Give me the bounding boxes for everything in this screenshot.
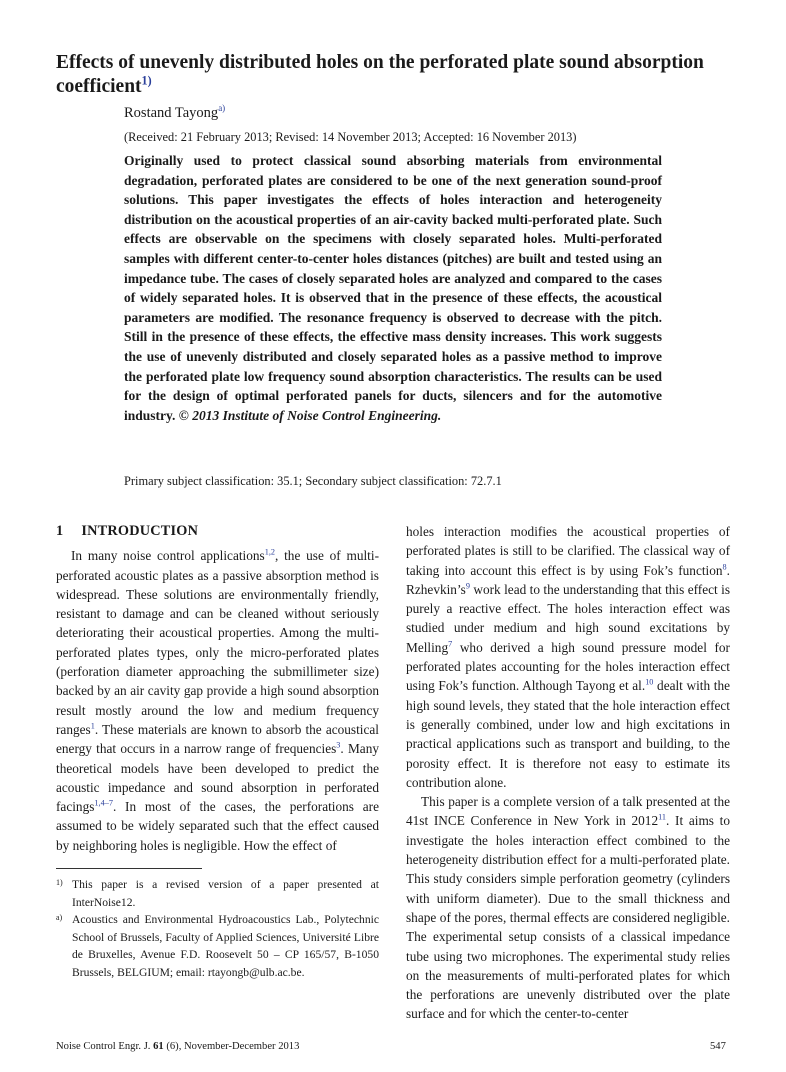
journal-footer [56,1041,299,1052]
footnote [56,876,379,911]
journal-name: Noise Control Engr. J. [56,1041,154,1052]
abstract [124,151,662,425]
journal-issue: (6), November-December 2013 [163,1041,300,1052]
citation-link[interactable]: 1 [90,721,95,731]
footnote-mark: 1) [56,878,63,887]
footnote [56,911,379,981]
section-title: INTRODUCTION [81,523,199,539]
citation-link[interactable]: 11 [658,813,667,823]
received-dates: (Received: 21 February 2013; Revised: 14 November 2013; Accepted: 16 November 2013) [124,130,577,144]
journal-volume: 61 [153,1041,164,1052]
citation-link[interactable]: 1,4–7 [94,798,113,808]
citation-link[interactable]: 9 [465,581,470,591]
citation-link[interactable]: 3 [336,740,341,750]
abstract-text: Originally used to protect classical sound absorbing materials from environmental degradation, perforated plates are considered to be one of the next generation sound-proof solutions. This paper investigates the effects of holes interaction and heterogeneity distribution on the acoustical properties of an air-cavity backed multi-perforated plate. Such effects are observable on the specimens with closely separated holes. Multi-perforated samples with different center-to-center holes distances (pitches) are built and tested using an impedance tube. The cases of closely separated holes are analyzed and compared to the cases of widely separated holes. It is observed that in the presence of these effects, the acoustical parameters are modified. The resonance frequency is observed to decrease with the pitch. Still in the presence of these effects, the effective mass density increases. This work suggests the use of unevenly distributed and closely separated holes as a passive method to improve the perforated plate low frequency sound absorption characteristics. The results can be used for the design of optimal perforated panels for ducts, silencers and for the automotive industry. [124,153,662,423]
citation-link[interactable]: 7 [448,639,453,649]
author-name: Rostand Tayong [124,105,219,121]
citation-link[interactable]: 8 [722,562,727,572]
paper-title-text: Effects of unevenly distributed holes on the perforated plate sound absorption coefficient [56,52,704,97]
intro-paragraph-1: In many noise control applications$^{1,2}$, the use of multi-perforated acoustic plates as a passive absorption method is widespread. These solutions are environmentally friendly, resistant to damage and can be cleaned without seriously deteriorating their acoustical properties. Among the multi-perforated plates types, only the micro-perforated plates (perforation diameter approaching the submillimeter size) backed by an air cavity gap provide a high sound absorption result mostly around the low and medium frequency ranges$^1$. These materials are known to absorb the acoustical energy that occurs in a narrow range of frequencies$^3$. Many theoretical models have been developed to predict the acoustic impedance and sound absorption in perforated facings$^{1,4-7}$. In most of the cases, the perforations are assumed to be widely separated such that the effect caused by neighboring holes is negligible. How the effect of [56,547,379,853]
page-number: 547 [710,1041,726,1052]
footnote-text: Acoustics and Environmental Hydroacoustics Lab., Polytechnic School of Brussels, Faculty of Applied Sciences, Université Libre de Bruxelles, Avenue F.D. Roosevelt 50 – CP 165/57, B-1050 Brussels, BELGIUM; email: rtayongb@ulb.ac.be. [72,913,379,979]
footnote-text: This paper is a revised version of a paper presented at InterNoise12. [72,878,379,909]
subject-classification: Primary subject classification: 35.1; Secondary subject classification: 72.7.1 [124,474,502,488]
footnotes [56,876,379,981]
intro-paragraph-1-continued: holes interaction modifies the acoustical properties of perforated plates is still to be clarified. The classical way of taking into account this effect is by using Fok’s function$^8$. $Rzhevkin’s^9$ work lead to the understanding that this effect is purely a reactive effect. The holes interaction effect was studied under medium and high sound excitations by Melling$^7$ who derived a high sound pressure model for perforated plates accounting for the holes interaction effect using Fok’s function. Although Tayong et al.$^{10}$ dealt with the high sound levels, they stated that the hole interaction effect is generally combined, under low and high excitations in practical applications such as transport and building, to the porosity effect. It is therefore not easy to estimate its contribution alone. [406,524,730,790]
author-line [124,105,225,122]
footnote-mark: a) [56,913,63,922]
intro-paragraph-2: This paper is a complete version of a talk presented at the 41st INCE Conference in New York in 2012$^{11}$. It aims to investigate the holes interaction effect combined to the heterogeneity distribution effect for a multi-perforated plate. This study considers simple perforation geometry (cylinders with uniform diameter). Due to the small thickness and shape of the pores, thermal effects are considered negligible. The experimental setup consists of a classical impedance tube using two microphones. The experimental study relies on the measurements of multi-perforated plates for which the perforations are unevenly distributed over the plate surface and for which the center-to-center [406,794,730,1022]
paper-title [56,51,716,99]
footnote-divider [56,868,202,869]
left-column [56,522,379,855]
author-affiliation-ref[interactable]: a) [218,103,226,114]
section-heading [56,522,379,541]
section-number: 1 [56,523,64,539]
citation-link[interactable]: 1,2 [264,547,276,557]
right-column [406,522,730,1024]
title-footnote-ref[interactable]: 1) [141,73,152,88]
citation-link[interactable]: 10 [645,677,654,687]
copyright-notice: © 2013 Institute of Noise Control Engineering. [178,407,442,423]
